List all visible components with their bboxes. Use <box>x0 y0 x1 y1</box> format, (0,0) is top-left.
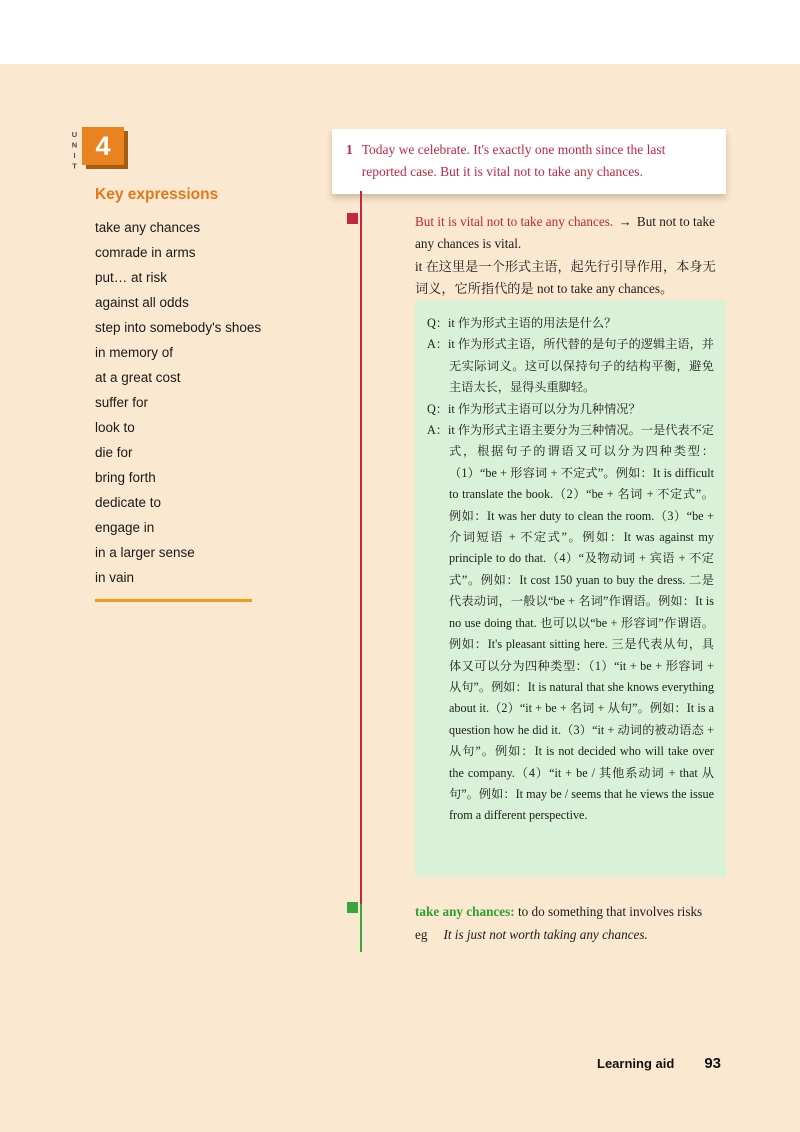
red-bullet-marker <box>347 213 358 224</box>
qa-text: it 作为形式主语的用法是什么？ <box>448 316 617 330</box>
green-connector-line <box>360 904 362 952</box>
key-expressions-section <box>95 186 330 602</box>
key-expression-item: at a great cost <box>95 370 181 385</box>
vocab-definition: to do something that involves risks <box>517 904 703 919</box>
key-expression-item: in memory of <box>95 345 174 360</box>
key-expressions-list <box>95 215 330 590</box>
qa-item <box>427 399 714 420</box>
arrow-symbol: → <box>618 214 632 229</box>
key-expression-item: die for <box>95 445 133 460</box>
vocab-term: take any chances: <box>415 904 515 919</box>
key-expression-item: comrade in arms <box>95 245 196 260</box>
explanation-sentence <box>415 211 728 256</box>
red-connector-line <box>360 191 362 904</box>
quote-inner <box>346 139 712 182</box>
qa-item <box>427 420 714 827</box>
top-margin-strip <box>0 0 800 64</box>
explanation-note: it 在这里是一个形式主语，起先行引导作用，本身无词义，它所指代的是 not to take any chances。 <box>415 258 716 296</box>
quote-text: Today we celebrate. It's exactly one month since the last reported case. But it is vital not to take any chances. <box>361 142 666 179</box>
qa-grammar-box <box>415 300 726 877</box>
vocab-entry <box>415 901 737 946</box>
orange-underline <box>95 599 252 602</box>
highlighted-sentence: But it is vital not to take any chances. <box>415 214 614 229</box>
qa-item <box>427 313 714 334</box>
example-label: eg <box>415 926 428 942</box>
qa-text: it 作为形式主语，所代替的是句子的逻辑主语，并无实际词义。这可以保持句子的结构平衡，避免主语太长，显得头重脚轻。 <box>448 337 714 395</box>
qa-item <box>427 334 714 398</box>
qa-label: Q： <box>427 401 448 416</box>
green-bullet-marker <box>347 902 358 913</box>
unit-number: 4 <box>82 127 124 165</box>
vocab-example-line <box>415 924 737 947</box>
key-expressions-title: Key expressions <box>95 186 219 203</box>
qa-label: Q： <box>427 316 448 330</box>
footer-label: Learning aid <box>597 1056 675 1071</box>
vocab-definition-line <box>415 901 737 924</box>
qa-label: A： <box>427 337 449 352</box>
unit-badge <box>70 127 124 172</box>
rewritten-sentence: But not to take any chances is vital. <box>415 214 715 252</box>
quote-number: 1 <box>346 142 353 157</box>
key-expression-item: in vain <box>95 570 135 585</box>
qa-label: A： <box>427 423 449 438</box>
key-expression-item: look to <box>95 420 135 435</box>
key-expression-item: dedicate to <box>95 495 162 510</box>
qa-text: it 作为形式主语主要分为三种情况。一是代表不定式，根据句子的谓语又可以分为四种类型：（1）“be + 形容词 + 不定式”。例如：It is difficult to translate the book.（2）“be + 名词 + 不定式”。例如：It was her duty to clean the room.（3）“be + 介词短语 + 不定式”。例如：It was against my principle to do that.（4）“及物动词 + 宾语 + 不定式”。例如：It cost 150 yuan to buy the dress. 二是代表动词，一般以“be + 名词”作谓语。例如：It is no use doing that. 也可以以“be + 形容词”作谓语。例如：It's pleasant sitting here. 三是代表从句，具体又可以分为四种类型：（1）“it + be + 形容词 + 从句”。例如：It is natural that she knows everything about it.（2）“it + be + 名词 + 从句”。例如：It is a question how he did it.（3）“it + 动词的被动语态 + 从句”。例如：It is not decided who will take over the company.（4）“it + be / 其他系动词 + that 从句”。例如：It may be / seems that he views the issue from a different perspective. <box>448 423 714 823</box>
key-expression-item: bring forth <box>95 470 156 485</box>
unit-vertical-label: UNIT <box>70 130 79 172</box>
key-expression-item: against all odds <box>95 295 189 310</box>
qa-text: it 作为形式主语可以分为几种情况？ <box>448 401 641 416</box>
page-number: 93 <box>704 1055 721 1072</box>
key-expression-item: engage in <box>95 520 155 535</box>
quote-box <box>332 129 726 194</box>
key-expression-item: take any chances <box>95 220 201 235</box>
key-expression-item: put… at risk <box>95 270 168 285</box>
key-expression-item: step into somebody's shoes <box>95 320 262 335</box>
key-expression-item: in a larger sense <box>95 545 195 560</box>
explanation-block <box>415 211 728 300</box>
key-expression-item: suffer for <box>95 395 149 410</box>
example-sentence: It is just not worth taking any chances. <box>443 926 648 942</box>
page-footer <box>597 1055 721 1072</box>
